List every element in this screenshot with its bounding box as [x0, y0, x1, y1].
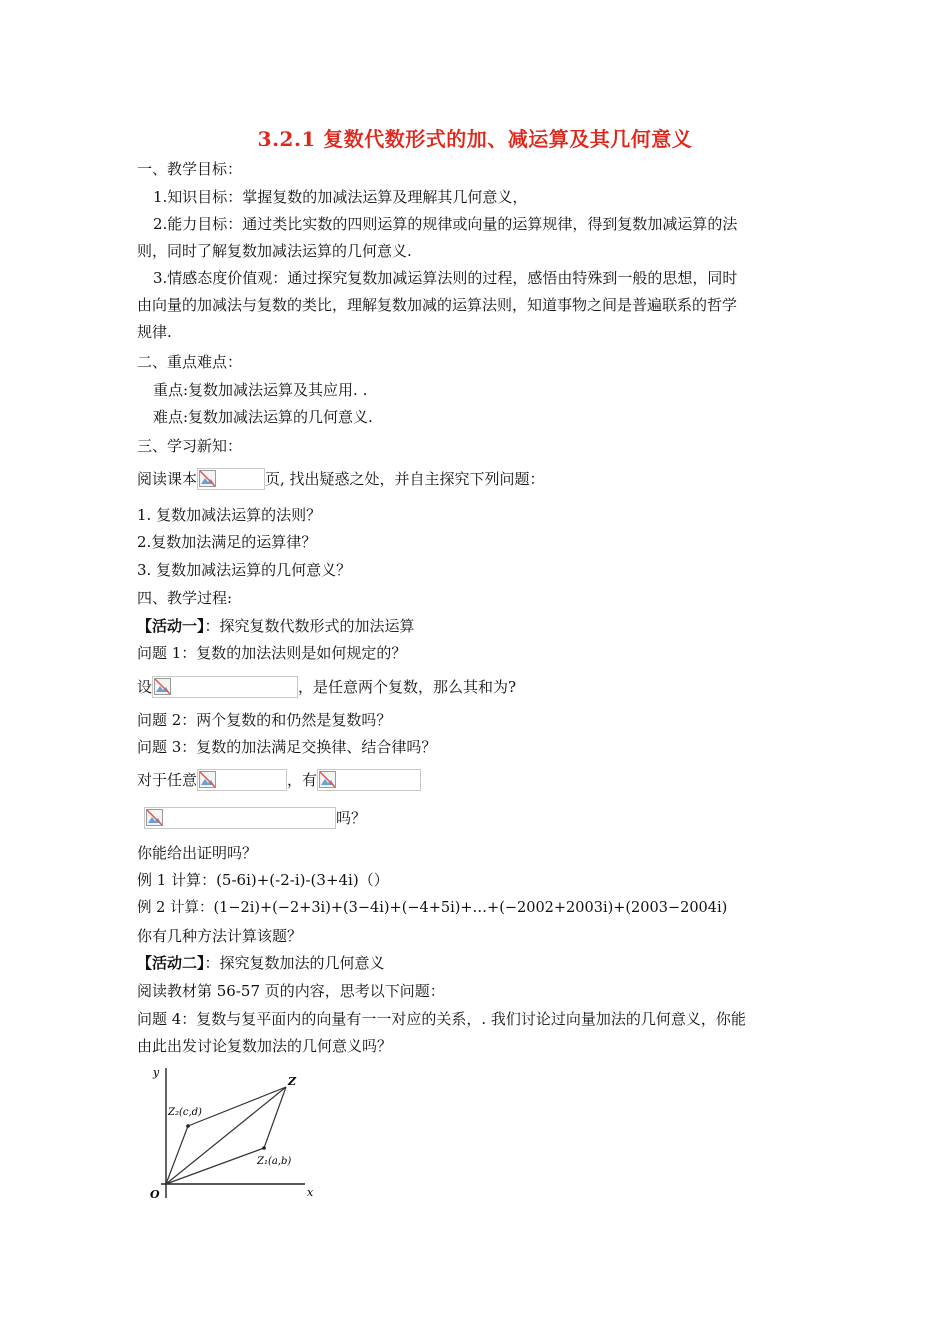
section-heading-key-points: 二、重点难点： — [137, 353, 243, 371]
example-1: 例 1 计算：(5-6i)+(-2-i)-(3+4i)（） — [137, 871, 389, 889]
reading-instruction-2: 阅读教材第 56-57 页的内容，思考以下问题： — [137, 982, 445, 1000]
question-list-item-3: 3. 复数加减法运算的几何意义？ — [137, 561, 352, 579]
point-z2-label: Z₂(c,d) — [168, 1107, 202, 1118]
problem-3-statement — [137, 770, 421, 791]
problem-4-line2: 由此出发讨论复数加法的几何意义吗？ — [137, 1037, 393, 1055]
activity-1-heading — [137, 616, 415, 636]
point-z1-label: Z₁(a,b) — [257, 1156, 292, 1167]
complex-plane-figure — [133, 1060, 333, 1210]
goal-attitude-line3: 规律. — [137, 323, 172, 341]
setup-text-start: 设 — [137, 678, 153, 696]
broken-image-icon — [154, 678, 171, 695]
question-suffix: 吗？ — [336, 809, 367, 827]
setup-text-end: ，是任意两个复数，那么其和为? — [298, 678, 517, 696]
vector-oz1 — [166, 1148, 264, 1184]
key-point: 重点:复数加减法运算及其应用. . — [153, 381, 368, 399]
broken-image-placeholder — [197, 468, 265, 490]
page-title: 3.2.1 复数代数形式的加、减运算及其几何意义 — [257, 127, 693, 151]
goal-knowledge: 1.知识目标：掌握复数的加减法运算及理解其几何意义， — [153, 188, 528, 206]
y-axis-label: y — [153, 1066, 160, 1079]
activity-2-heading — [137, 953, 385, 973]
difficult-point: 难点:复数加减法运算的几何意义. — [153, 408, 373, 426]
broken-image-icon — [146, 809, 163, 826]
activity-1-text: ：探究复数代数形式的加法运算 — [204, 617, 415, 635]
problem-4-line1: 问题 4：复数与复平面内的向量有一一对应的关系，. 我们讨论过向量加法的几何意义，你能 — [137, 1010, 746, 1028]
goal-ability-line1: 2.能力目标：通过类比实数的四则运算的规律或向量的运算规律，得到复数加减运算的法 — [153, 215, 738, 233]
point-z2 — [186, 1124, 190, 1128]
problem-3-formula-line — [144, 808, 366, 829]
goal-attitude-line1: 3.情感态度价值观：通过探究复数加减运算法则的过程，感悟由特殊到一般的思想，同时 — [153, 269, 738, 287]
example-2-question: 你有几种方法计算该题？ — [137, 927, 303, 945]
section-heading-new-knowledge: 三、学习新知： — [137, 437, 243, 455]
activity-2-label: 【活动二】 — [137, 954, 205, 972]
goal-ability-line2: 则，同时了解复数加减法运算的几何意义. — [137, 242, 412, 260]
activity-2-text: ：探究复数加法的几何意义 — [204, 954, 385, 972]
broken-image-icon — [199, 470, 216, 487]
point-z-label: Z — [288, 1075, 297, 1088]
broken-image-icon — [199, 771, 216, 788]
x-axis-label: x — [307, 1186, 314, 1199]
broken-image-placeholder — [197, 769, 287, 791]
reading-text-start: 阅读课本 — [137, 470, 198, 488]
question-list-item-2: 2.复数加法满足的运算律？ — [137, 533, 317, 551]
any-text: 对于任意 — [137, 771, 198, 789]
question-list-item-1: 1. 复数加减法运算的法则？ — [137, 506, 322, 524]
problem-1: 问题 1：复数的加法法则是如何规定的？ — [137, 644, 407, 662]
broken-image-placeholder — [144, 807, 336, 829]
example-2: 例 2 计算：(1−2i)+(−2+3i)+(3−4i)+(−4+5i)+…+(−2002+2003i)+(2003−2004i) — [137, 900, 728, 916]
section-heading-teaching-process: 四、教学过程: — [137, 589, 233, 607]
origin-label: O — [150, 1188, 160, 1201]
side-z2-z — [188, 1087, 286, 1126]
goal-attitude-line2: 由向量的加减法与复数的类比，理解复数加减的运算法则，知道事物之间是普遍联系的哲学 — [137, 296, 738, 314]
section-heading-objectives: 一、教学目标： — [137, 160, 243, 178]
activity-1-label: 【活动一】 — [137, 617, 205, 635]
broken-image-placeholder — [152, 676, 298, 698]
point-z1 — [262, 1146, 266, 1150]
broken-image-icon — [319, 771, 336, 788]
reading-instruction — [137, 469, 545, 490]
problem-1-setup — [137, 677, 516, 698]
reading-text-end: 页, 找出疑惑之处，并自主探究下列问题： — [265, 470, 545, 488]
problem-2: 问题 2：两个复数的和仍然是复数吗？ — [137, 711, 392, 729]
problem-3: 问题 3：复数的加法满足交换律、结合律吗？ — [137, 738, 437, 756]
have-text: ，有 — [287, 771, 318, 789]
proof-question: 你能给出证明吗？ — [137, 844, 258, 862]
broken-image-placeholder — [317, 769, 421, 791]
